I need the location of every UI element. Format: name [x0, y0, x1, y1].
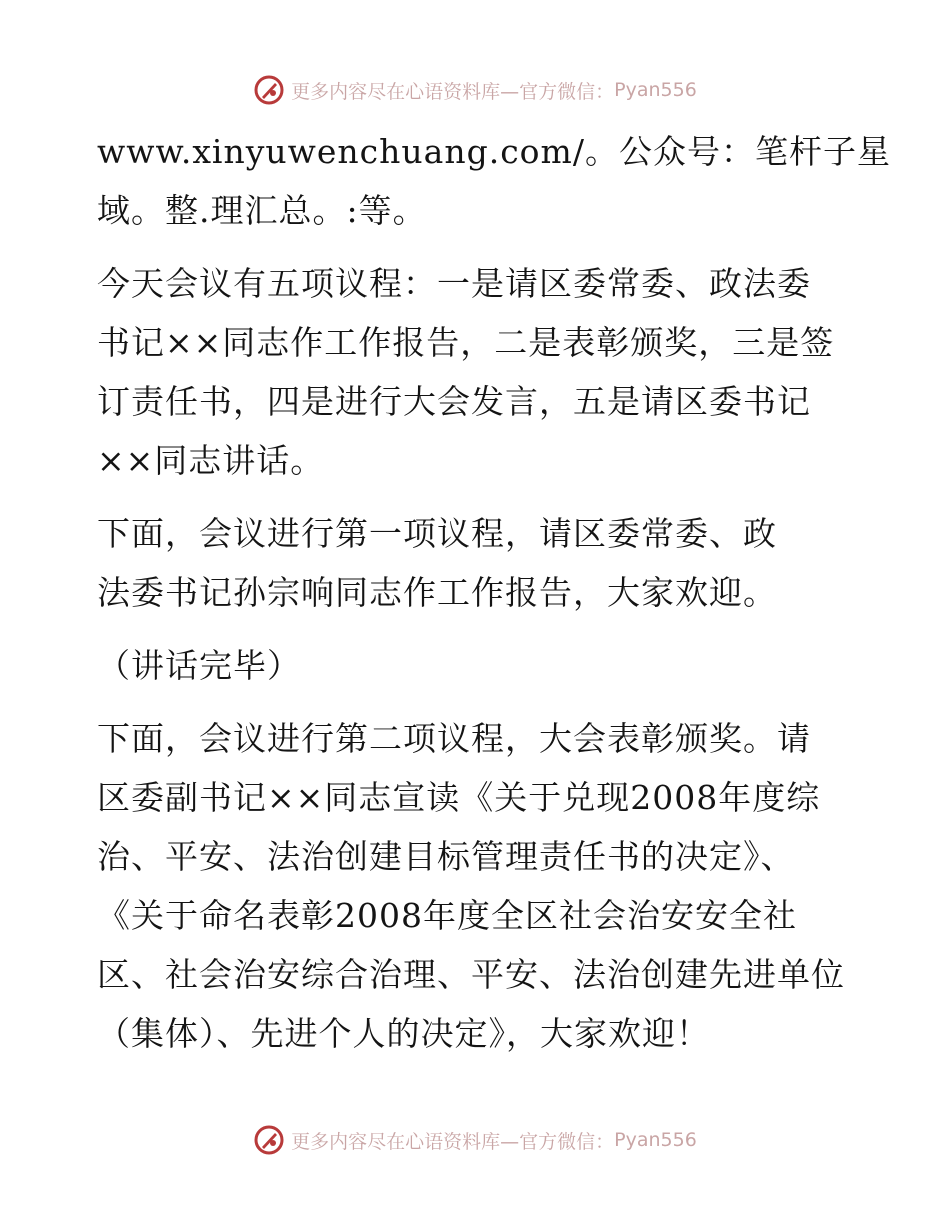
paragraph-item2-line1: 下面，会议进行第二项议程，大会表彰颁奖。请 — [97, 719, 811, 758]
paragraph-website-line2: 域。整.理汇总。:等。 — [97, 191, 427, 230]
header-watermark-banner — [0, 70, 950, 110]
quill-logo-icon — [253, 1124, 285, 1156]
footer-banner-text: 更多内容尽在心语资料库—官方微信： — [291, 1130, 615, 1153]
footer-wechat-id: Pyan556 — [614, 1129, 697, 1151]
paragraph-agenda-line2: 书记××同志作工作报告，二是表彰颁奖，三是签 — [97, 323, 835, 362]
document-body — [97, 122, 891, 1063]
paragraph-agenda-line3: 订责任书，四是进行大会发言，五是请区委书记 — [97, 382, 811, 421]
footer-watermark-banner — [0, 1120, 950, 1160]
paragraph-item2-line3: 治、平安、法治创建目标管理责任书的决定》、 — [97, 837, 795, 876]
paragraph-website-line1: www.xinyuwenchuang.com/。公众号：笔杆子星 — [97, 132, 891, 171]
quill-logo-icon — [253, 74, 285, 106]
paragraph-speech-end: （讲话完毕） — [97, 646, 301, 685]
paragraph-agenda-line4: ××同志讲话。 — [97, 441, 325, 480]
paragraph-item2-line6: （集体）、先进个人的决定》，大家欢迎！ — [97, 1014, 710, 1053]
paragraph-item2-line4: 《关于命名表彰2008年度全区社会治安安全社 — [97, 896, 797, 935]
paragraph-gap — [97, 490, 857, 504]
header-banner-text: 更多内容尽在心语资料库—官方微信： — [291, 80, 615, 103]
paragraph-gap — [97, 695, 857, 709]
paragraph-item2-line2: 区委副书记××同志宣读《关于兑现2008年度综 — [97, 778, 821, 817]
paragraph-item1-line2: 法委书记孙宗响同志作工作报告，大家欢迎。 — [97, 573, 777, 612]
paragraph-item1-line1: 下面，会议进行第一项议程，请区委常委、政 — [97, 514, 777, 553]
paragraph-gap — [97, 622, 857, 636]
paragraph-item2-line5: 区、社会治安综合治理、平安、法治创建先进单位 — [97, 955, 845, 994]
paragraph-agenda-line1: 今天会议有五项议程：一是请区委常委、政法委 — [97, 264, 811, 303]
header-wechat-id: Pyan556 — [614, 79, 697, 101]
paragraph-gap — [97, 240, 857, 254]
